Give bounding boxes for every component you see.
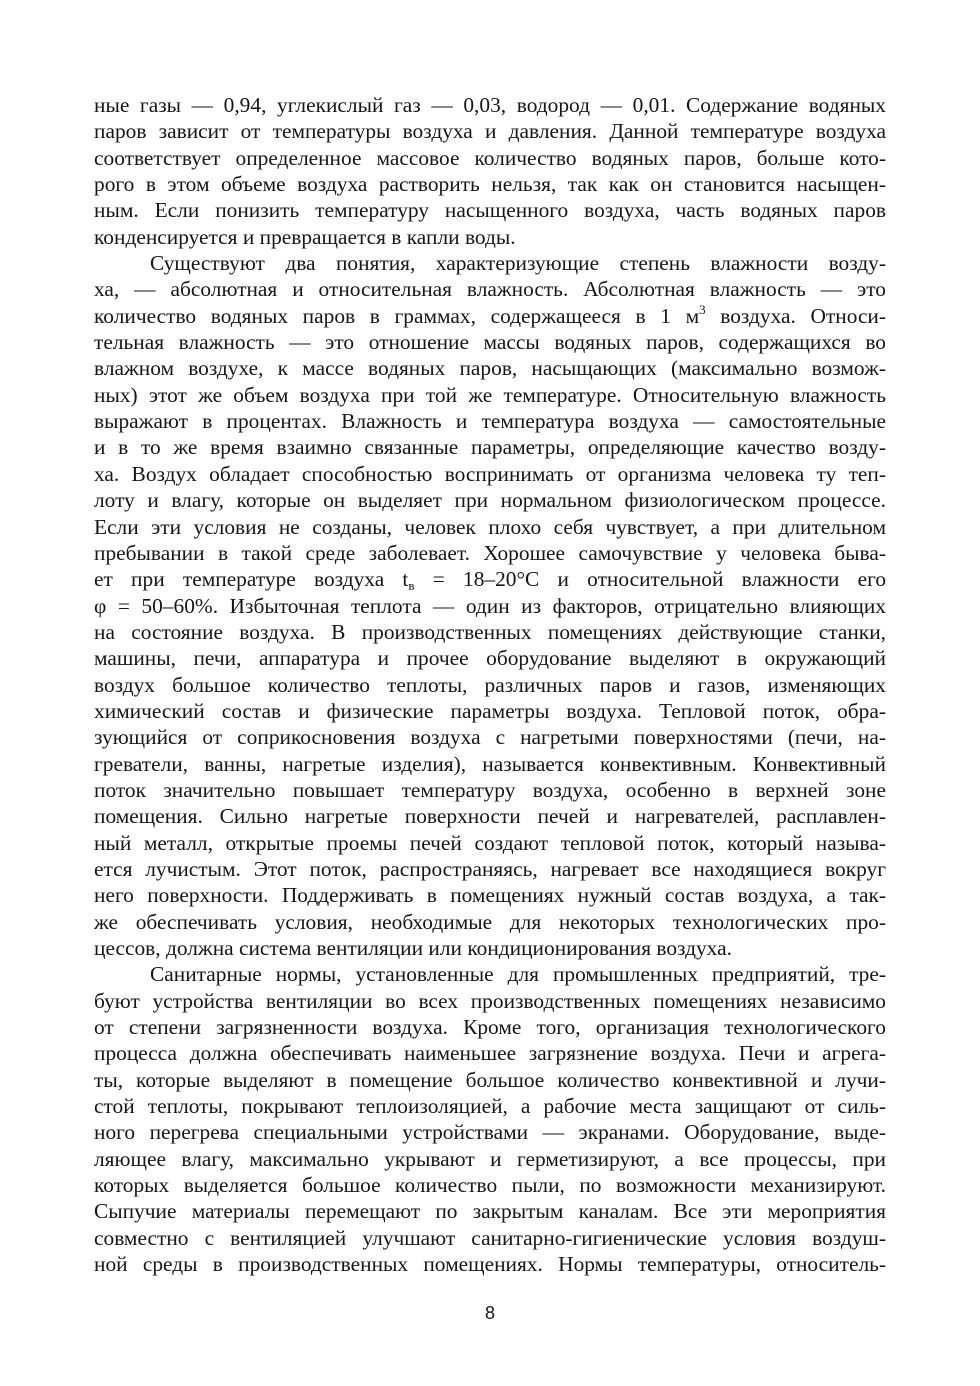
text-line: конденсируется и превращается в капли воды.: [94, 224, 516, 249]
text-line: ха. Воздух обладает способностью воспринимать от организма человека ту теп-: [94, 461, 886, 486]
text-line: греватели, ванны, нагретые изделия), называется конвективным. Конвективный: [94, 751, 886, 776]
text-line: выражают в процентах. Влажность и температура воздуха — самостоятельные: [94, 409, 886, 434]
text-line: же обеспечивать условия, необходимые для некоторых технологических про-: [94, 909, 886, 934]
text-line: лоту и влагу, которые он выделяет при нормальном физиологическом процессе.: [94, 488, 886, 513]
text-line: влажном воздухе, к массе водяных паров, насыщающих (максимально возмож-: [94, 356, 886, 381]
text-line: ный металл, открытые проемы печей создают тепловой поток, который называ-: [94, 830, 886, 855]
text-line: стой теплоты, покрывают теплоизоляцией, а рабочие места защищают от силь-: [94, 1094, 886, 1119]
text-line: φ = 50–60%. Избыточная теплота — один из факторов, отрицательно влияющих: [94, 593, 886, 618]
text-line: машины, печи, аппаратура и прочее оборудование выделяют в окружающий: [94, 646, 886, 671]
paragraph: [94, 250, 886, 961]
text-line: ется лучистым. Этот поток, распространяясь, нагревает все находящиеся вокруг: [94, 856, 886, 881]
text-line: на состояние воздуха. В производственных помещениях действующие станки,: [94, 619, 886, 644]
page-number: 8: [484, 1303, 495, 1323]
text-fragment: ет при температуре воздуха t: [94, 567, 409, 592]
text-line: паров зависит от температуры воздуха и давления. Данной температуре воздуха: [94, 119, 886, 144]
text-line: рого в этом объеме воздуха растворить нельзя, так как он становится насыщен-: [94, 172, 886, 197]
text-line: [94, 566, 886, 592]
text-line: соответствует определенное массовое количество водяных паров, больше кото-: [94, 145, 886, 170]
superscript: 3: [699, 301, 706, 317]
text-line: ты, которые выделяют в помещение большое количество конвективной и лучи-: [94, 1067, 886, 1092]
text-line: ной среды в производственных помещениях. Нормы температуры, относитель-: [94, 1252, 886, 1277]
text-line: ха, — абсолютная и относительная влажность. Абсолютная влажность — это: [94, 277, 886, 302]
text-line: цессов, должна система вентиляции или кондиционирования воздуха.: [94, 936, 732, 960]
text-line: ляющее влагу, максимально укрывают и герметизируют, а все процессы, при: [94, 1146, 886, 1171]
text-line: Если эти условия не созданы, человек плохо себя чувствует, а при длительном: [94, 514, 886, 539]
text-line: ного перегрева специальными устройствами — экранами. Оборудование, выде-: [94, 1120, 886, 1145]
text-line: ным. Если понизить температуру насыщенного воздуха, часть водяных паров: [94, 198, 886, 223]
text-line: химический состав и физические параметры воздуха. Тепловой поток, обра-: [94, 698, 886, 723]
text-line: совместно с вентиляцией улучшают санитарно-гигиенические условия воздуш-: [94, 1225, 886, 1250]
text-line: от степени загрязненности воздуха. Кроме того, организация технологического: [94, 1015, 886, 1040]
text-line: пребывании в такой среде заболевает. Хорошее самочувствие у человека быва-: [94, 540, 886, 565]
text-line: помещения. Сильно нагретые поверхности печей и нагревателей, расплавлен-: [94, 804, 886, 829]
text-fragment: = 18–20°C и относительной влажности его: [414, 567, 887, 592]
text-line: которых выделяется большое количество пыли, по возможности механизируют.: [94, 1173, 886, 1198]
body-text: [94, 92, 886, 1277]
text-line: буют устройства вентиляции во всех производственных помещениях независимо: [94, 988, 886, 1013]
text-line: воздух большое количество теплоты, различных паров и газов, изменяющих: [94, 672, 886, 697]
text-line: Санитарные нормы, установленные для промышленных предприятий, тре-: [150, 962, 886, 987]
text-line: него поверхности. Поддерживать в помещениях нужный состав воздуха, а так-: [94, 883, 886, 908]
text-line: Существуют два понятия, характеризующие степень влажности возду-: [150, 251, 886, 276]
text-line: зующийся от соприкосновения воздуха с нагретыми поверхностями (печи, на-: [94, 725, 886, 750]
text-line: ных) этот же объем воздуха при той же температуре. Относительную влажность: [94, 382, 886, 407]
text-fragment: воздуха. Относи-: [705, 303, 887, 328]
text-line: тельная влажность — это отношение массы водяных паров, содержащихся во: [94, 330, 886, 355]
paragraph: [94, 961, 886, 1277]
text-fragment: количество водяных паров в граммах, содержащееся в 1 м: [94, 303, 700, 328]
text-line: Сыпучие материалы перемещают по закрытым каналам. Все эти мероприятия: [94, 1199, 886, 1224]
text-line: процесса должна обеспечивать наименьшее загрязнение воздуха. Печи и агрега-: [94, 1041, 886, 1066]
text-line: и в то же время взаимно связанные параметры, определяющие качество возду-: [94, 435, 886, 460]
subscript: в: [408, 578, 415, 594]
text-line: поток значительно повышает температуру воздуха, особенно в верхней зоне: [94, 777, 886, 802]
paragraph: [94, 92, 886, 250]
text-line: ные газы — 0,94, углекислый газ — 0,03, водород — 0,01. Содержание водяных: [94, 93, 886, 117]
text-line: [94, 303, 886, 329]
